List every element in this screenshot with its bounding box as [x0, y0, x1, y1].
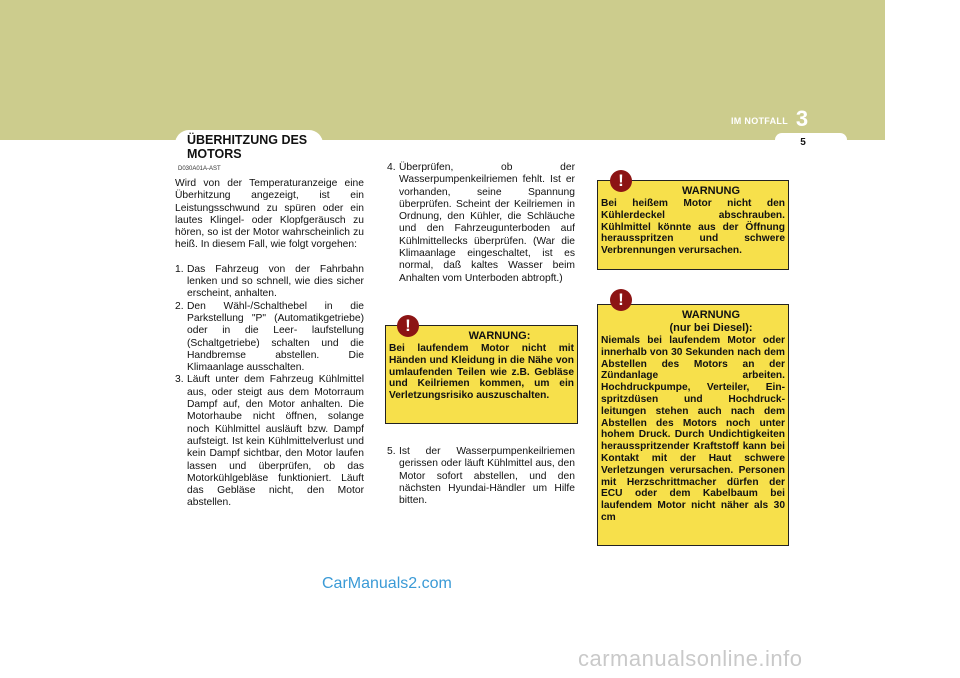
- steps-list-middle: [387, 162, 575, 285]
- warning-box-radiator-cap: [597, 180, 789, 270]
- warning-box-fan-belt: [385, 325, 578, 424]
- steps-list-middle-lower: [387, 446, 575, 507]
- warning-exclamation-icon: !: [610, 170, 632, 192]
- steps-list-left: [175, 264, 364, 510]
- warning-title: WARNUNG: [681, 185, 741, 197]
- column-left: [175, 178, 364, 510]
- list-item: 1. Das Fahrzeug von der Fahrbahn lenken und so schnell, wie dies sicher erscheint, anhalten.: [175, 263, 364, 300]
- warning-title: WARNUNG:: [468, 330, 531, 342]
- column-middle-lower: [387, 446, 575, 507]
- watermark-carmanuals2: CarManuals2.com: [322, 575, 452, 592]
- warning-body: Bei heißem Motor nicht den Kühlerdeckel abschrauben. Kühlmittel könnte aus der Öffnung herausspritzen und schwere Verbrennungen verursachen.: [601, 198, 785, 257]
- section-title: ÜBERHITZUNG DES MOTORS: [187, 133, 308, 161]
- list-item: 5. Ist der Wasserpumpenkeilriemen gerissen oder läuft Kühlmittel aus, den Motor sofort abstellen, und den nächsten Hyundai-Händler um Hilfe bitten.: [387, 446, 575, 507]
- warning-title: WARNUNG: [681, 309, 741, 321]
- warning-exclamation-icon: !: [610, 289, 632, 311]
- section-code: D030A01A-AST: [178, 166, 221, 172]
- warning-box-diesel: [597, 304, 789, 546]
- warning-body: Bei laufendem Motor nicht mit Händen und Kleidung in die Nähe von umlaufenden Teilen wie z.B. Gebläse und Keilriemen kommen, um ein Verletzungsrisiko auszuschalten.: [389, 343, 574, 402]
- page-number: 5: [800, 137, 806, 148]
- list-item: 4. Überprüfen, ob der Wasserpumpenkeilriemen fehlt. Ist er vorhanden, seine Spannung überprüfen. Scheint der Keilriemen in Ordnung, den Kühler, die Schläuche und den Fahrzeugunterboden auf Kühlmittellecks überprüfen. (War die Klimaanlage eingeschaltet, ist es normal, daß kaltes Wasser beim Anhalten vom Unterboden abtropft.): [387, 162, 575, 284]
- list-item: 2. Den Wähl-/Schalthebel in die Parkstellung "P" (Automatikgetriebe) oder in die Leer- laufstellung (Schaltgetriebe) schalten und die Handbremse abstellen. Die Klimaanlage ausschalten.: [175, 300, 364, 374]
- list-item: 3. Läuft unter dem Fahrzeug Kühlmittel aus, oder steigt aus dem Motorraum Dampf auf, den Motor anhalten. Die Motorhaube nicht öffnen, solange noch Kühlmittel ausläuft bzw. Dampf aufsteigt. Ist kein Kühlmittelverlust und kein Dampf sichtbar, den Motor laufen lassen und überprüfen, ob das Motorkühlgebläse funktioniert. Läuft das Gebläse nicht, den Motor abstellen.: [175, 374, 364, 509]
- warning-exclamation-icon: !: [397, 315, 419, 337]
- chapter-label: IM NOTFALL: [731, 116, 788, 126]
- warning-subtitle: (nur bei Diesel):: [669, 322, 753, 334]
- watermark-carmanualsonline: carmanualsonline.info: [578, 646, 803, 671]
- column-middle: [387, 162, 575, 285]
- chapter-number: 3: [795, 106, 809, 131]
- intro-paragraph: Wird von der Temperaturanzeige eine Überhitzung angezeigt, ist ein Leistungsschwund zu spüren oder ein lautes Klingel- oder Klopfgeräusch zu hören, so ist der Motor wahrscheinlich zu heiß. In diesem Fall, wie folgt vorgehen:: [175, 178, 364, 251]
- warning-body: Niemals bei laufendem Motor oder innerhalb von 30 Sekunden nach dem Abstellen des Motors an der Zündanlage arbeiten. Hochdruckpumpe, Verteiler, Ein- spritzdüsen und Hochdruck- leitungen stehen auch nach dem Abstellen des Motors noch unter hohem Druck. Durch Undichtigkeiten herausspritzender Kraftstoff kann bei Kontakt mit der Haut schwere Verletzungen verursachen. Personen mit Herzschrittmacher dürfen der ECU oder dem Kabelbaum bei laufendem Motor nicht näher als 30 cm: [601, 335, 785, 523]
